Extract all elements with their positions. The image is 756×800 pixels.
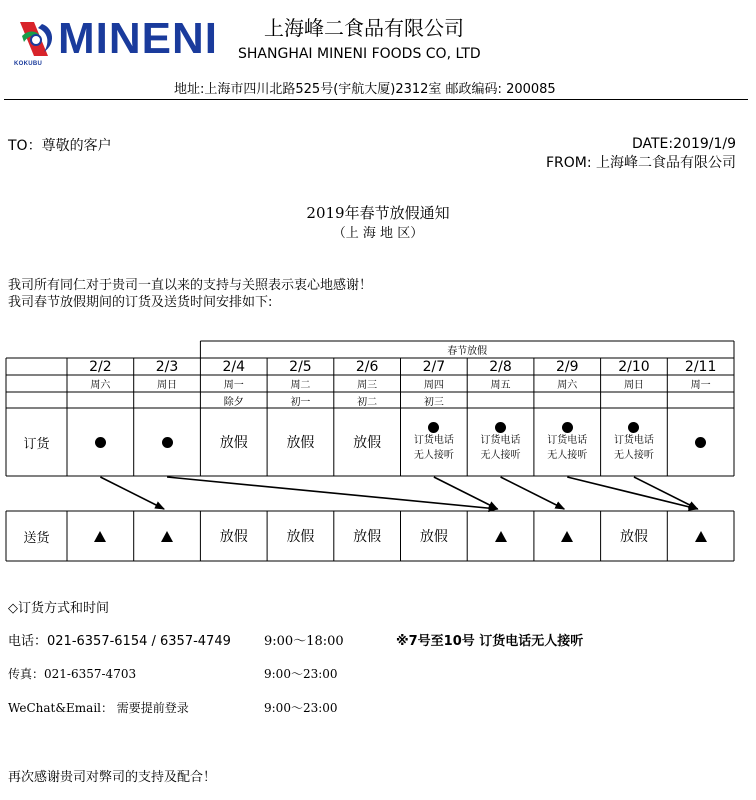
order-note-line-2: 无人接听 [413, 449, 454, 461]
weekday-cell: 周二 [290, 380, 311, 391]
order-wechat-hours: 9:00～23:00 [264, 701, 338, 715]
delivery-cell: 放假 [419, 529, 448, 545]
company-name-en: SHANGHAI MINENI FOODS CO, LTD [238, 46, 481, 62]
delivery-cell: 放假 [353, 529, 382, 545]
order-method-heading: ◇订货方式和时间 [8, 601, 109, 616]
order-cell [467, 408, 534, 476]
notice-subtitle: （上 海 地 区） [332, 226, 424, 241]
lunar-cell [601, 392, 668, 408]
order-available-dot-icon [95, 437, 106, 448]
order-note-line-2: 无人接听 [613, 449, 654, 461]
date-cell: 2/9 [555, 358, 579, 375]
order-available-dot-icon [628, 422, 639, 433]
order-to-delivery-arrow [567, 477, 697, 509]
delivery-cell [67, 511, 134, 561]
order-note-line-1: 订货电话 [613, 434, 654, 446]
holiday-banner: 春节放假 [447, 346, 488, 357]
order-cell [534, 408, 601, 476]
delivery-cell: 放假 [619, 529, 648, 545]
lunar-cell: 初一 [290, 396, 311, 408]
logo-wordmark: MINENI [58, 14, 218, 63]
order-to-delivery-arrow [167, 477, 498, 509]
order-row-label: 订货 [23, 436, 50, 452]
weekday-cell: 周一 [690, 380, 711, 391]
lunar-cell: 除夕 [223, 396, 244, 408]
delivery-cell [667, 511, 734, 561]
delivery-available-triangle-icon [161, 531, 173, 542]
intro-line-1: 我司所有同仁对于贵司一直以来的支持与关照表示衷心地感谢！ [8, 278, 373, 293]
lunar-cell: 初三 [423, 396, 444, 408]
delivery-cell: 放假 [219, 529, 248, 545]
order-cell: 放假 [219, 435, 248, 451]
order-available-dot-icon [428, 422, 439, 433]
order-phone: 电话：021-6357-6154 / 6357-4749 [8, 634, 231, 649]
order-fax-hours: 9:00～23:00 [264, 667, 338, 681]
weekday-cell: 周六 [557, 380, 578, 391]
intro-line-2: 我司春节放假期间的订货及送货时间安排如下: [8, 295, 273, 310]
date-cell: 2/8 [489, 358, 512, 375]
lunar-cell [467, 392, 534, 408]
lunar-cell [534, 392, 601, 408]
order-note-line-2: 无人接听 [480, 449, 521, 461]
date-cell: 2/7 [422, 358, 446, 375]
delivery-cell [534, 511, 601, 561]
weekday-cell: 周四 [423, 380, 444, 391]
weekday-cell: 周日 [157, 380, 178, 391]
phone-unavailable-note: ※7号至10号 订货电话无人接听 [396, 634, 584, 649]
order-note-line-1: 订货电话 [547, 434, 588, 446]
order-to-delivery-arrow [100, 477, 164, 509]
date-cell: 2/11 [684, 358, 717, 375]
delivery-cell [134, 511, 201, 561]
order-available-dot-icon [562, 422, 573, 433]
delivery-available-triangle-icon [495, 531, 507, 542]
weekday-cell: 周六 [90, 380, 111, 391]
company-name-cn: 上海峰二食品有限公司 [264, 16, 464, 40]
order-available-dot-icon [495, 422, 506, 433]
recipient: TO：尊敬的客户 [8, 138, 112, 154]
order-note-line-1: 订货电话 [480, 434, 521, 446]
weekday-cell: 周日 [623, 380, 644, 391]
order-wechat-email: WeChat&Email： 需要提前登录 [8, 701, 189, 715]
weekday-cell: 周五 [490, 380, 511, 391]
notice-title: 2019年春节放假通知 [306, 204, 450, 222]
company-address: 地址:上海市四川北路525号(宇航大厦)2312室 邮政编码: 200085 [174, 82, 556, 97]
date-cell: 2/3 [155, 358, 179, 375]
lunar-cell [134, 392, 201, 408]
date-cell: 2/10 [618, 358, 650, 375]
order-phone-hours: 9:00～18:00 [264, 634, 344, 649]
order-cell [67, 408, 134, 476]
logo-subtext: KOKUBU [14, 61, 43, 67]
lunar-cell [67, 392, 134, 408]
delivery-cell [467, 511, 534, 561]
order-to-delivery-arrow [634, 477, 698, 509]
delivery-available-triangle-icon [695, 531, 707, 542]
order-cell [134, 408, 201, 476]
delivery-available-triangle-icon [561, 531, 573, 542]
order-to-delivery-arrow [501, 477, 565, 509]
delivery-cell: 放假 [286, 529, 315, 545]
order-note-line-1: 订货电话 [413, 434, 454, 446]
date-cell: 2/6 [355, 358, 379, 375]
order-fax: 传真：021-6357-4703 [8, 667, 137, 681]
letter-date: DATE:2019/1/9 [631, 136, 736, 152]
order-available-dot-icon [162, 437, 173, 448]
delivery-row-label: 送货 [23, 530, 50, 546]
letter-sender: FROM: 上海峰二食品有限公司 [545, 155, 736, 171]
weekday-cell: 周一 [223, 380, 244, 391]
closing-thanks: 再次感谢贵司对弊司的支持及配合！ [8, 770, 217, 785]
lunar-cell: 初二 [357, 396, 378, 408]
weekday-cell: 周三 [357, 380, 378, 391]
order-cell [601, 408, 668, 476]
order-cell: 放假 [286, 435, 315, 451]
order-cell [667, 408, 734, 476]
date-cell: 2/4 [222, 358, 245, 375]
date-cell: 2/2 [89, 358, 112, 375]
order-available-dot-icon [695, 437, 706, 448]
lunar-cell [667, 392, 734, 408]
order-cell: 放假 [353, 435, 382, 451]
date-cell: 2/5 [289, 358, 312, 375]
delivery-available-triangle-icon [94, 531, 106, 542]
order-cell [401, 408, 468, 476]
order-note-line-2: 无人接听 [547, 449, 588, 461]
